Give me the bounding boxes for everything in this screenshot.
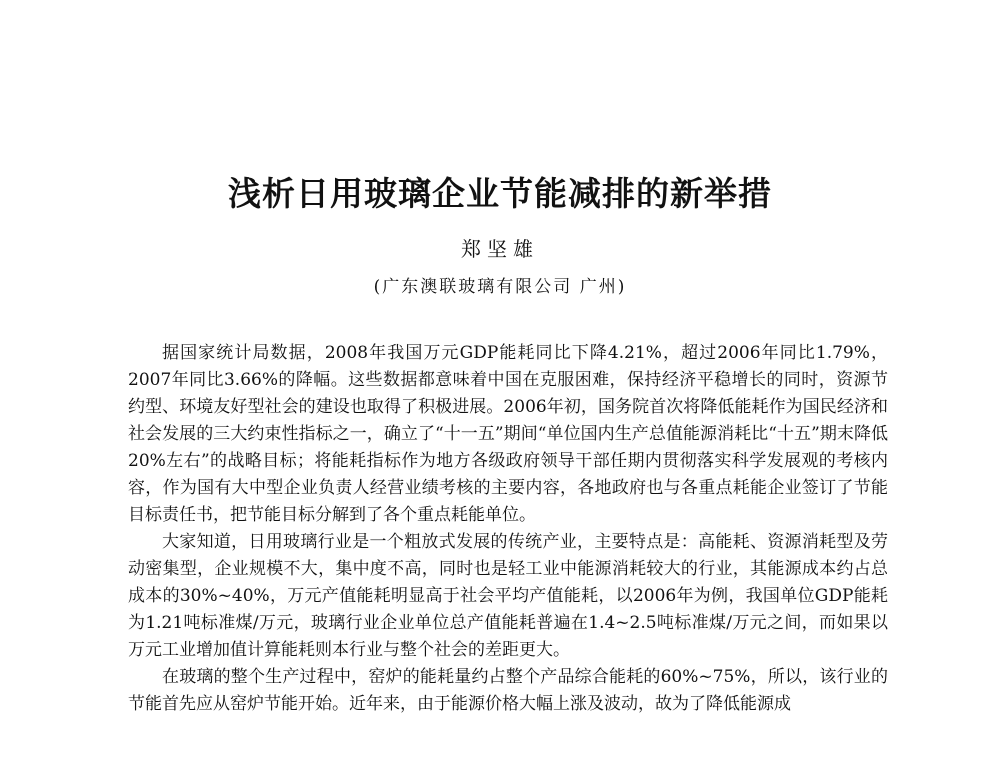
paragraph-2: 大家知道，日用玻璃行业是一个粗放式发展的传统产业，主要特点是：高能耗、资源消耗型及劳动密集型，企业规模不大，集中度不高，同时也是轻工业中能源消耗较大的行业，其能源成本约占总成本的30%~40%，万元产值能耗明显高于社会平均产值能耗，以2006年为例，我国单位GDP能耗为1.21吨标准煤/万元，玻璃行业企业单位总产值能耗普遍在1.4~2.5吨标准煤/万元之间，而如果以万元工业增加值计算能耗则本行业与整个社会的差距更大。: [128, 532, 888, 660]
paragraph-1: 据国家统计局数据，2008年我国万元GDP能耗同比下降4.21%，超过2006年同比1.79%，2007年同比3.66%的降幅。这些数据都意味着中国在克服困难，保持经济平稳增长的同时，资源节约型、环境友好型社会的建设也取得了积极进展。2006年初，国务院首次将降低能耗作为国民经济和社会发展的三大约束性指标之一，确立了“十一五”期间“单位国内生产总值能源消耗比“十五”期末降低20%左右”的战略目标；将能耗指标作为地方各级政府领导干部任期内贯彻落实科学发展观的考核内容，作为国有大中型企业负责人经营业绩考核的主要内容，各地政府也与各重点耗能企业签订了节能目标责任书，把节能目标分解到了各个重点耗能单位。: [128, 343, 888, 525]
paragraph-3: 在玻璃的整个生产过程中，窑炉的能耗量约占整个产品综合能耗的60%~75%，所以，该行业的节能首先应从窑炉节能开始。近年来，由于能源价格大幅上涨及波动，故为了降低能源成: [128, 667, 888, 714]
author-affiliation: (广东澳联玻璃有限公司 广州): [373, 277, 627, 297]
article-title: 浅析日用玻璃企业节能减排的新举措: [228, 174, 772, 213]
article-body: [128, 340, 888, 718]
author-name: 郑坚雄: [461, 237, 539, 261]
